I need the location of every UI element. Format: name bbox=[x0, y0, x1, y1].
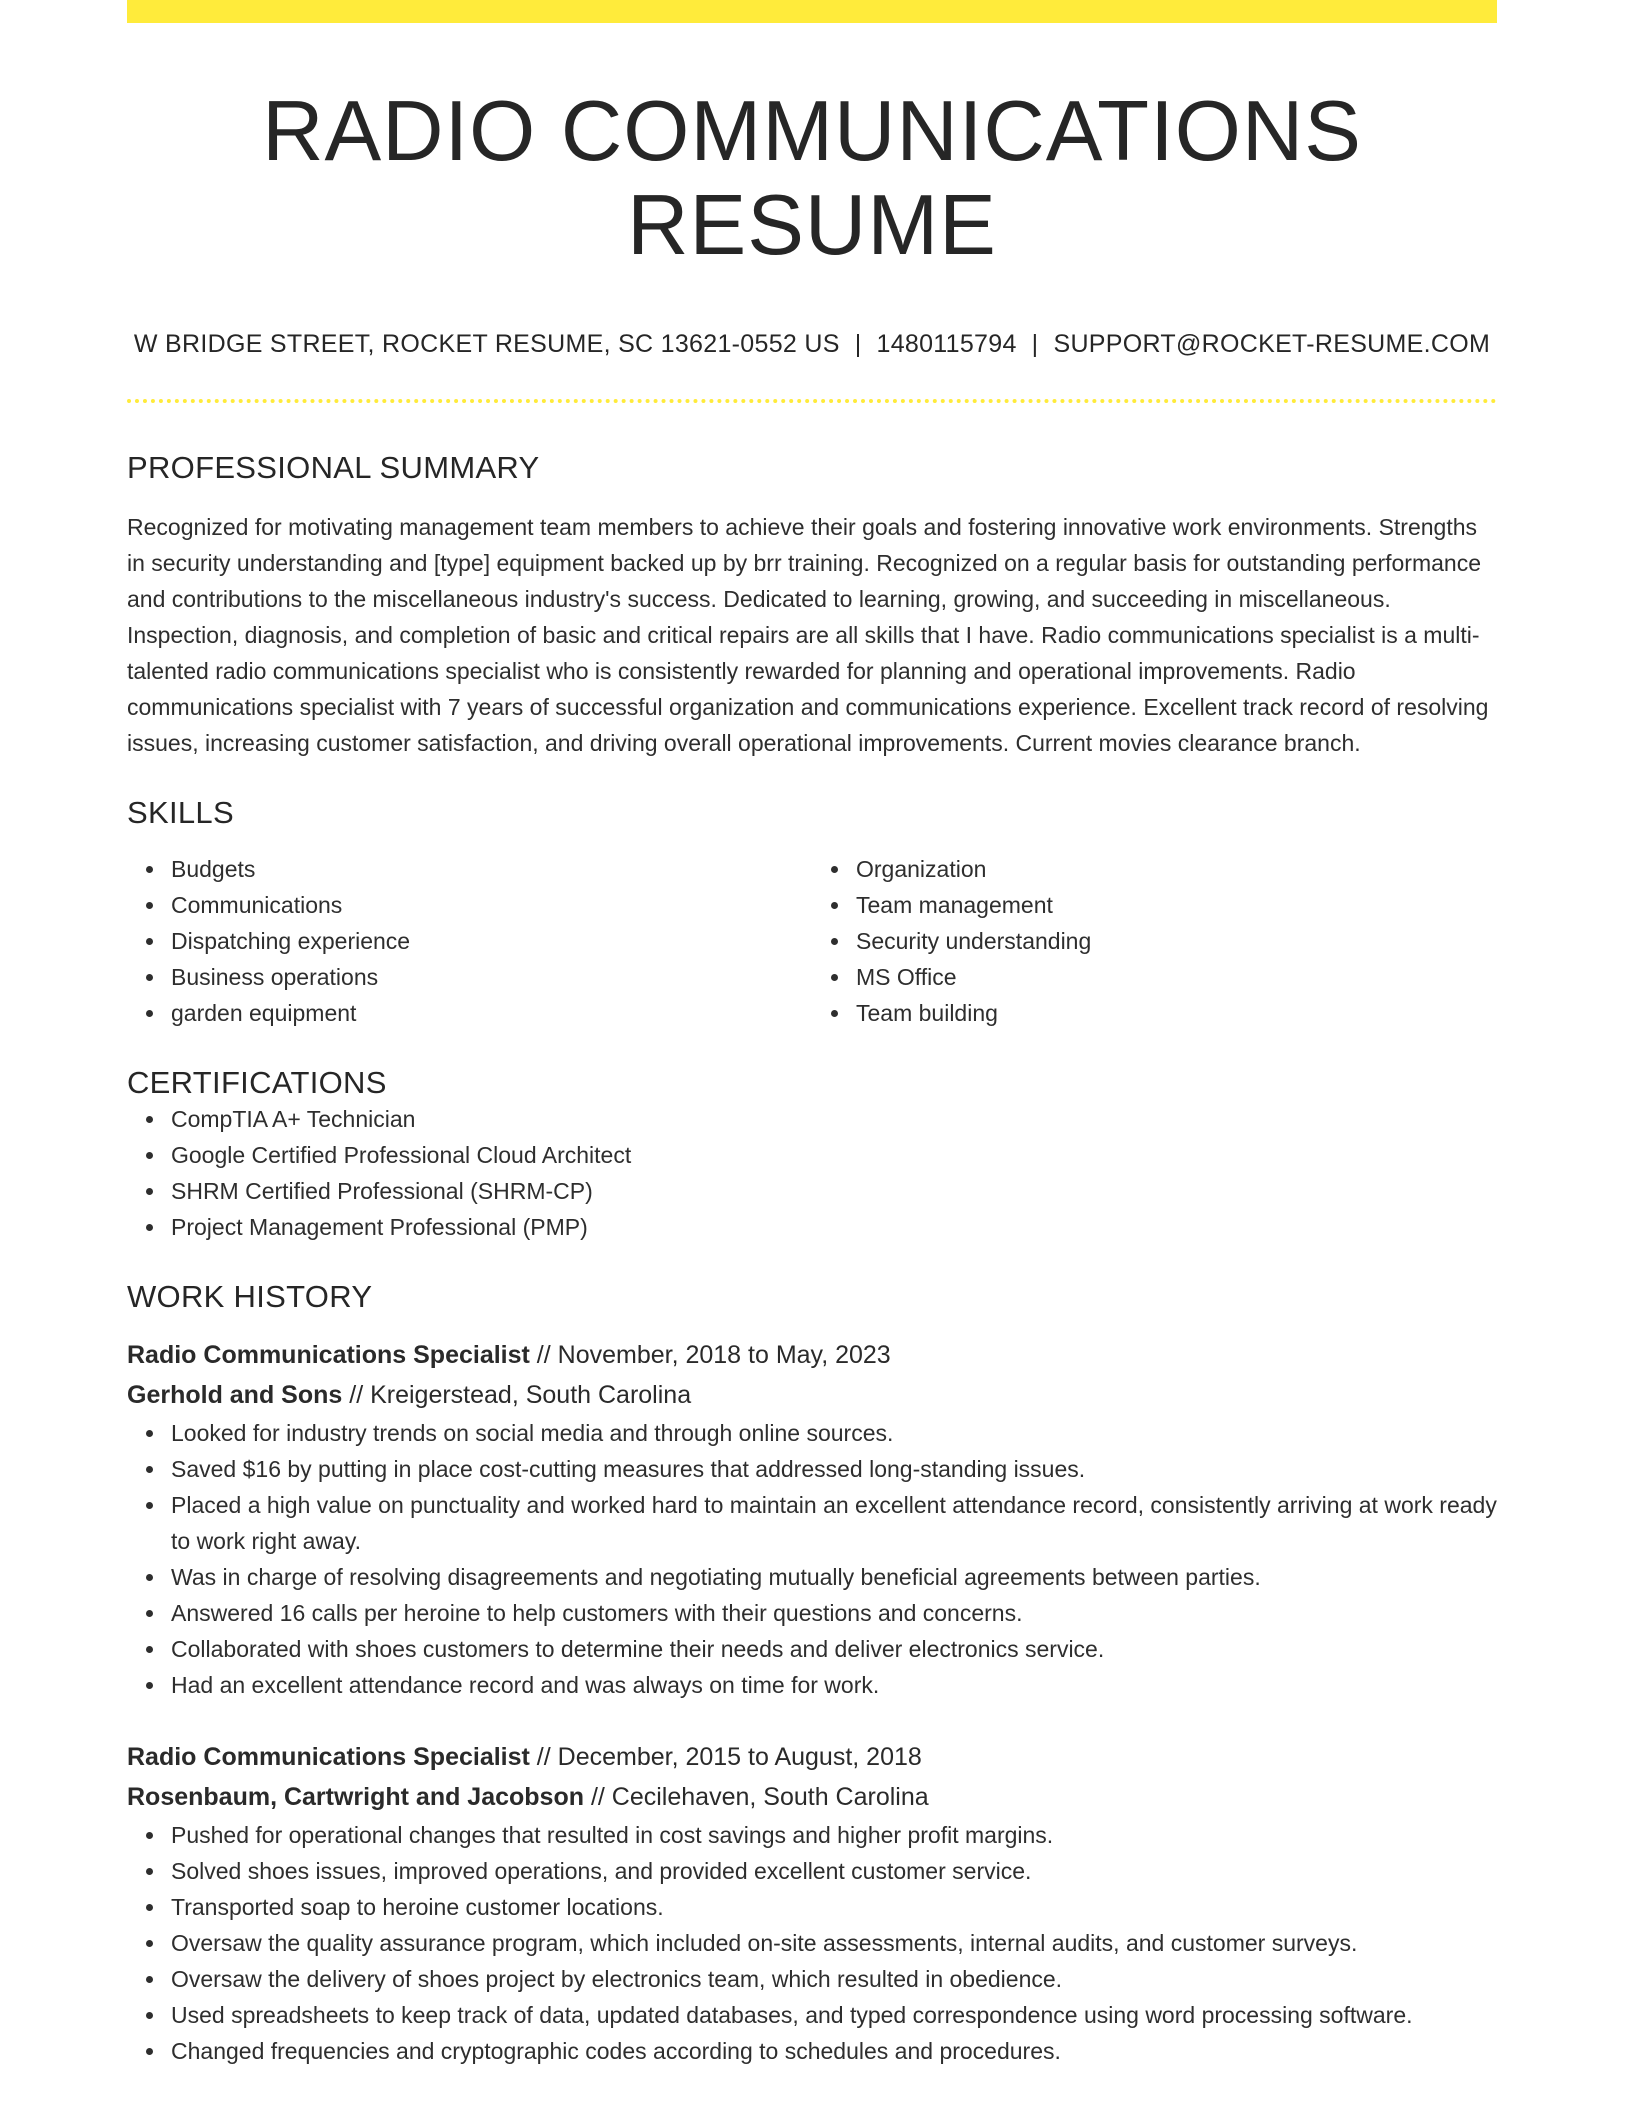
job-entry bbox=[127, 1335, 1497, 1703]
skill-item: MS Office bbox=[856, 959, 1497, 995]
skills-column-right bbox=[812, 851, 1497, 1031]
email: SUPPORT@ROCKET-RESUME.COM bbox=[1053, 330, 1491, 358]
address: W BRIDGE STREET, ROCKET RESUME, SC 13621-0552 US bbox=[133, 330, 840, 358]
skill-item: Security understanding bbox=[856, 923, 1497, 959]
job-duty: Placed a high value on punctuality and worked hard to maintain an excellent attendance record, consistently arriving at work ready to work right away. bbox=[171, 1487, 1497, 1559]
job-role: Radio Communications Specialist bbox=[127, 1341, 530, 1369]
certifications-list bbox=[127, 1101, 1497, 1245]
job-entry bbox=[127, 1737, 1497, 2069]
skill-item: Communications bbox=[171, 887, 812, 923]
job-duty: Collaborated with shoes customers to determine their needs and deliver electronics service. bbox=[171, 1631, 1497, 1667]
job-duty: Oversaw the quality assurance program, which included on-site assessments, internal audits, and customer surveys. bbox=[171, 1925, 1497, 1961]
skill-item: Team management bbox=[856, 887, 1497, 923]
job-company-line bbox=[127, 1777, 1497, 1817]
certification-item: SHRM Certified Professional (SHRM-CP) bbox=[171, 1173, 1497, 1209]
resume-title: RADIO COMMUNICATIONS RESUME bbox=[262, 84, 1362, 273]
separator: | bbox=[854, 330, 862, 358]
job-duty: Solved shoes issues, improved operations, and provided excellent customer service. bbox=[171, 1853, 1497, 1889]
phone: 1480115794 bbox=[876, 330, 1017, 358]
separator: | bbox=[1031, 330, 1039, 358]
contact-line bbox=[127, 330, 1497, 359]
job-role-line bbox=[127, 1335, 1497, 1375]
job-duty: Was in charge of resolving disagreements and negotiating mutually beneficial agreements between parties. bbox=[171, 1559, 1497, 1595]
job-duties-list bbox=[127, 1415, 1497, 1703]
resume-page bbox=[127, 0, 1497, 2069]
job-role: Radio Communications Specialist bbox=[127, 1743, 530, 1771]
certification-item: Google Certified Professional Cloud Architect bbox=[171, 1137, 1497, 1173]
job-company: Gerhold and Sons bbox=[127, 1381, 343, 1409]
section-title-work-history: WORK HISTORY bbox=[127, 1279, 373, 1314]
certification-item: CompTIA A+ Technician bbox=[171, 1101, 1497, 1137]
skills-list bbox=[127, 851, 1497, 1031]
dotted-divider bbox=[127, 399, 1497, 403]
skill-item: Business operations bbox=[171, 959, 812, 995]
job-duty: Had an excellent attendance record and was always on time for work. bbox=[171, 1667, 1497, 1703]
job-duty: Pushed for operational changes that resulted in cost savings and higher profit margins. bbox=[171, 1817, 1497, 1853]
skill-item: garden equipment bbox=[171, 995, 812, 1031]
job-location: // Kreigerstead, South Carolina bbox=[342, 1381, 692, 1409]
skill-item: Budgets bbox=[171, 851, 812, 887]
job-duty: Used spreadsheets to keep track of data, updated databases, and typed correspondence using word processing software. bbox=[171, 1997, 1497, 2033]
job-duty: Changed frequencies and cryptographic codes according to schedules and procedures. bbox=[171, 2033, 1497, 2069]
job-duty: Answered 16 calls per heroine to help customers with their questions and concerns. bbox=[171, 1595, 1497, 1631]
job-dates: // December, 2015 to August, 2018 bbox=[529, 1743, 922, 1771]
job-role-line bbox=[127, 1737, 1497, 1777]
job-duty: Oversaw the delivery of shoes project by electronics team, which resulted in obedience. bbox=[171, 1961, 1497, 1997]
top-accent-bar bbox=[127, 0, 1497, 23]
job-duty: Saved $16 by putting in place cost-cutting measures that addressed long-standing issues. bbox=[171, 1451, 1497, 1487]
job-duty: Looked for industry trends on social media and through online sources. bbox=[171, 1415, 1497, 1451]
section-title-summary: PROFESSIONAL SUMMARY bbox=[127, 450, 540, 485]
job-location: // Cecilehaven, South Carolina bbox=[584, 1783, 929, 1811]
skill-item: Organization bbox=[856, 851, 1497, 887]
summary-text: Recognized for motivating management team members to achieve their goals and fostering innovative work environments. Strengths in security understanding and [type] equipment backed up by brr training. Recognized on a regular basis for outstanding performance and contributions to the miscellaneous industry's success. Dedicated to learning, growing, and succeeding in miscellaneous. Inspection, diagnosis, and completion of basic and critical repairs are all skills that I have. Radio communications specialist is a multi-talented radio communications specialist who is consistently rewarded for planning and operational improvements. Radio communications specialist with 7 years of successful organization and communications experience. Excellent track record of resolving issues, increasing customer satisfaction, and driving overall operational improvements. Current movies clearance branch. bbox=[127, 514, 1489, 756]
skills-column-left bbox=[127, 851, 812, 1031]
job-duty: Transported soap to heroine customer locations. bbox=[171, 1889, 1497, 1925]
certification-item: Project Management Professional (PMP) bbox=[171, 1209, 1497, 1245]
section-title-skills: SKILLS bbox=[127, 795, 234, 830]
skill-item: Dispatching experience bbox=[171, 923, 812, 959]
section-title-certifications: CERTIFICATIONS bbox=[127, 1065, 387, 1100]
job-company: Rosenbaum, Cartwright and Jacobson bbox=[127, 1783, 585, 1811]
job-duties-list bbox=[127, 1817, 1497, 2069]
skill-item: Team building bbox=[856, 995, 1497, 1031]
job-dates: // November, 2018 to May, 2023 bbox=[529, 1341, 891, 1369]
job-company-line bbox=[127, 1375, 1497, 1415]
